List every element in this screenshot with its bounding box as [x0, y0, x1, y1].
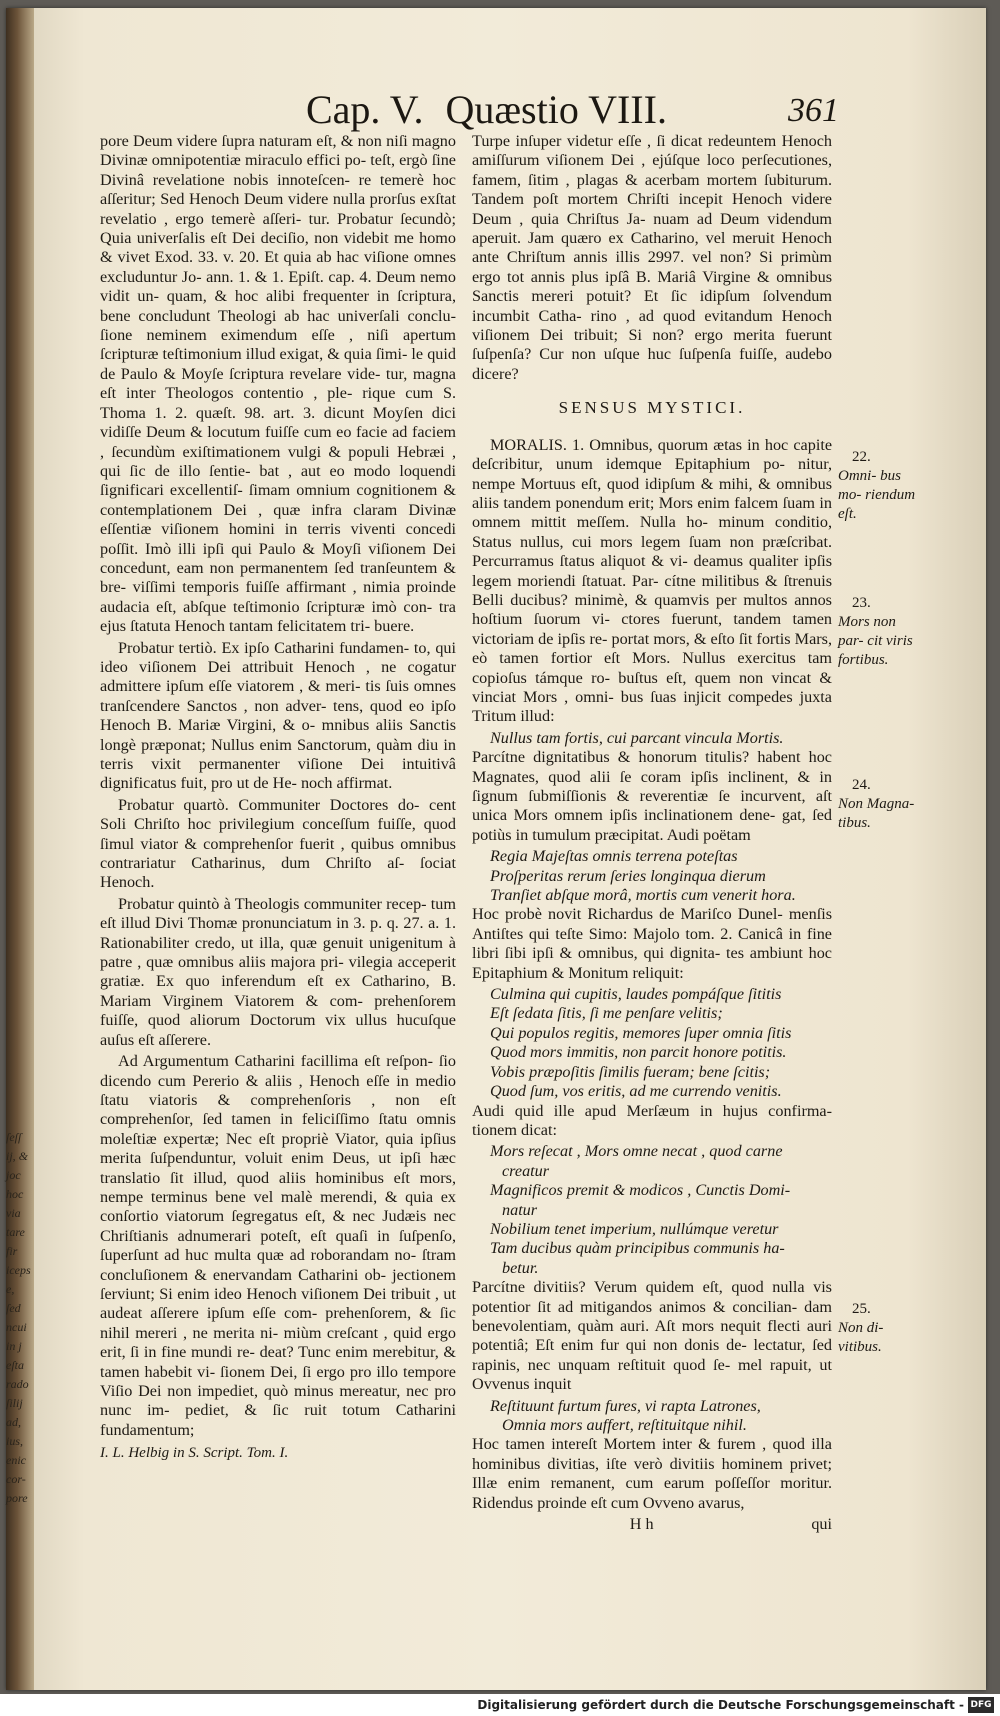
paragraph: Ad Argumentum Catharini facillima eſt reſpon- ſio dicendo cum Pererio & aliis , Henoch eſſe in medio ſtatu viatoris & comprehenſoris , non eſt comprehenſor, ſed tamen in feliciſſimo ſtatu omnis moleſtiæ expertæ; Nec eſt propriè Viator, quia ipſius merita ſuſpenduntur, voluit enim Deus, ut ipſi hæc translatio ſit illud, quod aliis hominibus eſt mors, nempe terminus bene vel malè merendi, & quia ex conſortio viatorum ſegregatus eſt, & nec Judæis nec Chriſtianis adnumerari poteſt, eſt quaſi in ſuſpenſo, ſuperſunt ad huc multa quæ ad roborandam no- ſtram concluſionem & enervandam Catharini ob- jectionem ſerviunt; Si enim ideo Henoch viſionem Dei tribuit , ut audeat aſſerere ipſum eſſe com- prehenſorem, & ſic nihil mereri , ne merita ni- miùm creſcant , quid ergo erit, ſi in fine mundi re- deat? Tunc enim merebitur, & tamen habebit vi- ſionem Dei, ſi ergo pro illo tempore Viſio Dei non impediet, quò minus mereatur, nec pro nunc im- pediet, & ſic ruit totum Catharini fundamentum; — [100, 1052, 456, 1439]
margin-note — [838, 1300, 918, 1357]
paragraph: MORALIS. 1. Omnibus, quorum ætas in hoc capite deſcribitur, unum idemque Epitaphium po- nitur, nempe Mortuus eſt, quod idipſum & mihi, & omnibus aliis tandem ponendum erit; Mors enim falcem ſuam in omnem mittit meſſem. Nulla ho- minum conditio, Status nullus, cui mors legem ſuam non præſcribat. Percurramus ſtatus aliquot & vi- deamus qualiter ipſis legem moriendi ſtatuat. Par- cítne militibus & ſtrenuis Belli ducibus? minimè, & quamvis per multos annos hoſtium ſuorum vi- ctores fuerunt, tandem tamen victoriam de ipſis re- portat mors, & eſto ſit fortis Mars, eò tamen fortior eſt Mors. Nullus exercitus tam copioſus támque ro- buſtus eſt, quem non vincat & vinciat Mors , omni- bus ſuas injicit compedes juxta Tritum illud: — [472, 435, 832, 726]
question-label: Quæstio VIII. — [445, 87, 667, 132]
edge-fragment: eſta — [6, 1358, 24, 1372]
section-title: SENSUS MYSTICI. — [558, 398, 746, 418]
edge-fragment: ij, & — [6, 1149, 29, 1163]
edge-fragment: ſed — [6, 1301, 21, 1315]
verse-line: Tranſiet abſque morâ, mortis cum venerit hora. — [490, 886, 796, 905]
verse-line: Tam ducibus quàm principibus communis ha- — [490, 1239, 785, 1258]
verse-line: betur. — [502, 1258, 539, 1277]
edge-fragment: iceps — [6, 1263, 31, 1277]
verse-line: Quod mors immitis, non parcit honore potitis. — [490, 1043, 787, 1062]
edge-fragment: hoc — [6, 1187, 24, 1201]
digitization-footer — [0, 1694, 1000, 1716]
paragraph: Probatur tertiò. Ex ipſo Catharini fundamen- to, qui ideo viſionem Dei attribuit Henoch , ne cogatur admittere ipſum eſſe viatorem , & meri- tis ſuis omnes tranſcendere Sanctos , non adver- tens, quod eo ipſo Henoch B. Mariæ Virgini, & o- mnibus aliis Sanctis longè præponat; Nullus enim Sanctorum, quàm diu in terris vixit permanenter viſione Dei intuitivâ dignificatus fuit, pro ut de He- noch affirmat. — [100, 638, 456, 793]
paragraph: Turpe inſuper videtur eſſe , ſi dicat redeuntem Henoch amiſſurum viſionem Dei , ejúſque loco perſecutiones, famem, ſitim , plagas & acerbam mortem ſubiturum. Tandem poſt mortem Chriſti incepit Henoch videre Deum , quia Chriſtus Ja- nuam ad Deum videndum aperuit. Jam quæro ex Catharino, vel meruit Henoch ante Chriſtum annis illis 2997. vel non? Si primùm ergo tot annis plus ipſâ B. Mariâ Virgine & omnibus Sanctis mereri potuit? Et ſic idipſum ſolvendum incumbit Catha- rino , ad quod evitandum Henoch viſionem Dei tribuit; Si non? ergo merita fuerunt ſuſpenſa? Cur non uſque huc ſuſpenſa fuiſſe, audebo dicere? — [472, 132, 832, 383]
verse-line: Reſtituunt furtum fures, vi rapta Latrones, — [490, 1396, 761, 1415]
edge-fragment: ſeſſ — [6, 1130, 22, 1144]
paragraph: Probatur quintò à Theologis communiter recep- tum eſt illud Divi Thomæ pronunciatum in 3. p. q. 27. a. 1. Rationabiliter credo, ut illa, quæ genuit unigenitum à patre , quæ omnibus aliis majora pri- vilegia acceperit gratiæ. Ex quo inferendum eſt ex Catharino, B. Mariam Virginem Viatorem & com- prehenſorem fuiſſe, quod aliorum Doctorum vix ullus hucuſque auſus eſt aſſerere. — [100, 894, 456, 1049]
verse-line: creatur — [502, 1161, 550, 1180]
running-header — [306, 86, 846, 130]
edge-fragment: via — [6, 1206, 21, 1220]
dfg-logo: DFG — [968, 1697, 994, 1713]
signature-mark: H h — [629, 1515, 654, 1534]
edge-fragment: pore — [6, 1491, 28, 1505]
verse-line: Culmina qui cupitis, laudes pompáſque ſititis — [490, 985, 782, 1004]
paragraph: Probatur quartò. Communiter Doctores do- cent Soli Chriſto hoc privilegium conceſſum fuiſſe, quod ſimul viator & comprehenſor fuerit , quibus omnibus contrariatur Catharinus, dum Chriſto aſ- ſociat Henoch. — [100, 795, 456, 892]
margin-note-number: 25. — [852, 1301, 871, 1317]
verse-line: Nullus tam fortis, cui parcant vincula Mortis. — [490, 728, 784, 747]
margin-note-text: Non Magna- tibus. — [838, 796, 915, 831]
verse-line: Regia Majeſtas omnis terrena poteſtas — [490, 847, 738, 866]
verse-line: Nobilium tenet imperium, nullúmque veretur — [490, 1219, 779, 1238]
book-page — [6, 8, 986, 1690]
verse-line: Quod ſum, vos eritis, ad me currendo venitis. — [490, 1082, 782, 1101]
chapter-label: Cap. V. — [306, 87, 424, 132]
edge-fragment: e, — [6, 1282, 15, 1296]
margin-note-text: Omni- bus mo- riendum eſt. — [838, 468, 916, 522]
left-column — [100, 132, 456, 1464]
paragraph: Parcítne dignitatibus & honorum titulis? habent hoc Magnates, quod alii ſe coram ipſis inclinent, & in ſignum ſubmiſſionis & reverentiæ ſe incurvent, aſt unica Mors omnem ipſis inclinationem dene- gat, ſed potiùs in tumulum præcipitat. Audi poëtam — [472, 748, 832, 844]
verse-line: Eſt ſedata ſitis, ſi me penſare velitis; — [490, 1004, 723, 1023]
verse-line: Vobis præpoſitis ſimilis fueram; bene ſcitis; — [490, 1062, 771, 1081]
edge-fragment: enic — [6, 1453, 26, 1467]
page-number: 361 — [788, 92, 839, 129]
page-bottom-line — [472, 1515, 832, 1534]
verse-line: Qui populos regitis, memores ſuper omnia ſitis — [490, 1023, 792, 1042]
paragraph: Hoc probè novit Richardus de Mariſco Dunel- menſis Antiſtes qui teſte Simo: Majolo tom. 2. Canicâ in fine libri ſibi ipſi & omnibus, qui dignita- tes ambiunt hoc Epitaphium & Monitum reliquit: — [472, 905, 832, 982]
margin-note — [838, 776, 918, 833]
paragraph: pore Deum videre ſupra naturam eſt, & non niſi magno Divinæ omnipotentiæ miraculo effici po- teſt, ergò ſine Divinâ revelatione nobis innoteſcen- re temerè hoc aſſeritur; Sed Henoch Deum videre nulla prorſus exſtat revelatio , ergo temerè aſſeri- tur. Probatur ſecundò; Quia univerſalis eſt Dei deciſio, non videbit me homo & vivet Exod. 33. v. 20. Et quia ab hac viſione omnes excluduntur Jo- ann. 1. & 1. Epiſt. cap. 4. Deum nemo vidit un- quam, & hoc alibi frequenter in ſcriptura, bene concludunt Theologi ab hac univerſali conclu- ſione neminem eximendum eſſe , niſi apertum ſcripturæ teſtimonium illud exigat, & quia ſimi- le quid de Paulo & Moyſe ſcriptura revelare vide- tur, magna eſt inter Theologos contentio , ple- rique cum S. Thoma 1. 2. quæſt. 98. art. 3. dicunt Moyſen dici vidiſſe Deum & locutum fuiſſe cum eo facie ad faciem , ſecundùm exiſtimationem vulgi & populi Hebræi , qui ſic de illo ſentie- bat , aut eo modo loquendi ſignificari excellentiſ- ſimam omnium cognitionem & contemplationem Dei , quæ infra claram Divinæ eſſentiæ viſionem homini in terris viventi concedi poſſit. Imò illi ipſi qui Paulo & Moyſi viſionem Dei concedunt, eam non permanentem ſed tranſeuntem & bre- viſſimi temporis fuiſſe affirmant , nimia proinde audacia eſt, abſque teſtimonio ſcripturæ imò con- tra ejus ſtatuta Henoch tantam felicitatem tri- buere. — [100, 132, 456, 636]
margin-note-number: 22. — [852, 449, 871, 465]
verse-line: Magnificos premit & modicos , Cunctis Domi- — [490, 1181, 791, 1200]
edge-fragment: ncui — [6, 1320, 27, 1334]
edge-fragment: ad, — [6, 1415, 21, 1429]
verse-line: Proſperitas rerum ſeries longinqua dierum — [490, 866, 766, 885]
edge-fragment: in j — [6, 1339, 22, 1353]
verse-line: Mors reſecat , Mors omne necat , quod carne — [490, 1142, 783, 1161]
paragraph: Hoc tamen intereſt Mortem inter & furem , quod illa hominibus divitias, iſte verò divitiis hominem privet; Illæ enim remanent, cum earum poſſeſſor moritur. Ridendus proinde eſt cum Ovveno avarus, — [472, 1435, 832, 1512]
previous-page-edge-text — [6, 1128, 31, 1508]
margin-note — [838, 448, 918, 524]
footnote: I. L. Helbig in S. Script. Tom. I. — [100, 1445, 289, 1462]
footer-text: Digitalisierung gefördert durch die Deutsche Forschungsgemeinschaft - — [477, 1698, 964, 1712]
margin-note-text: Non di- vitibus. — [838, 1320, 884, 1355]
edge-fragment: fir — [6, 1244, 18, 1258]
paragraph: Audi quid ille apud Merſæum in hujus confirma- tionem dicat: — [472, 1101, 832, 1139]
edge-fragment: ſilij — [6, 1396, 23, 1410]
margin-note-number: 24. — [852, 777, 871, 793]
catchword: qui — [811, 1515, 832, 1534]
edge-fragment: rado — [6, 1377, 29, 1391]
margin-note — [838, 594, 918, 670]
right-column — [472, 132, 832, 1534]
edge-fragment: cor- — [6, 1472, 26, 1486]
margin-note-number: 23. — [852, 595, 871, 611]
header-title — [306, 86, 689, 133]
edge-fragment: tare — [6, 1225, 25, 1239]
verse-line: Omnia mors auffert, reſtituitque nihil. — [502, 1416, 747, 1434]
edge-fragment: joc — [6, 1168, 21, 1182]
verse-line: natur — [502, 1200, 538, 1219]
edge-fragment: ius, — [6, 1434, 24, 1448]
paragraph: Parcítne divitiis? Verum quidem eſt, quod nulla vis potentior ſit ad mitigandos animos & concilian- dam benevolentiam, quàm auri. Aſt mors nequit flecti auri potentiâ; Eſt enim fur qui non donis de- lectatur, ſed rapinis, nec unquam reſtituit quod ſe- mel rapuit, ut Ovvenus inquit — [472, 1278, 832, 1394]
margin-note-text: Mors non par- cit viris fortibus. — [838, 614, 913, 668]
